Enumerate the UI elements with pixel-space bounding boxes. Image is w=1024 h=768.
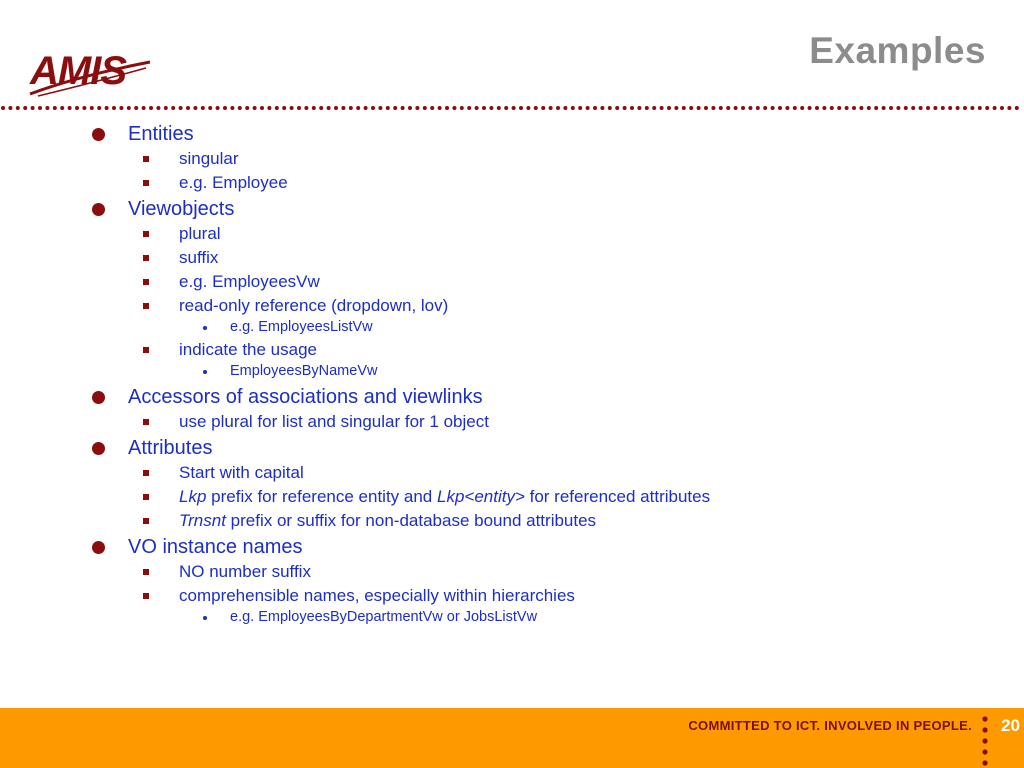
bullet-level2-icon <box>143 419 149 425</box>
bullet-text: singular <box>179 149 239 168</box>
page-title: Examples <box>809 30 986 71</box>
bullet-level3-icon <box>203 616 207 620</box>
bullet-item-level2 <box>179 273 320 290</box>
bullet-text: plural <box>179 224 221 243</box>
bullet-item-level3 <box>230 364 377 379</box>
bullet-text: for referenced attributes <box>524 487 711 506</box>
bullet-level2-icon <box>143 593 149 599</box>
bullet-item-level2 <box>179 563 311 580</box>
bullet-item-level2 <box>179 488 710 505</box>
bullet-text: Attributes <box>128 437 213 459</box>
bullet-level2-icon <box>143 303 149 309</box>
bullet-level2-icon <box>143 569 149 575</box>
bullet-level1-icon <box>92 203 105 216</box>
bullet-item-level2 <box>179 225 221 242</box>
footer-bar <box>0 708 1024 768</box>
bullet-level2-icon <box>143 156 149 162</box>
bullet-level2-icon <box>143 518 149 524</box>
page-number: 20 <box>1001 716 1020 735</box>
bullet-text: Viewobjects <box>128 198 235 220</box>
bullet-item-level2 <box>179 174 288 191</box>
bullet-text: Entities <box>128 123 194 145</box>
bullet-item-level1 <box>128 387 483 407</box>
bullet-level2-icon <box>143 279 149 285</box>
bullet-level2-icon <box>143 255 149 261</box>
logo-text: AMIS <box>30 49 126 93</box>
bullet-item-level1 <box>128 124 194 144</box>
bullet-item-level2 <box>179 249 218 266</box>
bullet-text: e.g. Employee <box>179 173 288 192</box>
footer-slogan: COMMITTED TO ICT. INVOLVED IN PEOPLE. <box>688 718 972 733</box>
bullet-text: comprehensible names, especially within hierarchies <box>179 586 575 605</box>
footer-dots <box>981 714 989 768</box>
bullet-level3-icon <box>203 370 207 374</box>
bullet-text: EmployeesByNameVw <box>230 363 378 379</box>
bullet-item-level1 <box>128 199 234 219</box>
bullet-item-level2 <box>179 150 239 167</box>
bullet-text: Lkp <box>179 487 207 506</box>
bullet-level2-icon <box>143 180 149 186</box>
bullet-text: Start with capital <box>179 463 304 482</box>
bullet-item-level2 <box>179 512 596 529</box>
bullet-item-level3 <box>230 320 373 335</box>
bullet-text: Lkp<entity> <box>436 487 525 506</box>
bullet-level3-icon <box>203 326 207 330</box>
bullet-level1-icon <box>92 442 105 455</box>
bullet-item-level2 <box>179 464 304 481</box>
bullet-level2-icon <box>143 494 149 500</box>
bullet-level1-icon <box>92 128 105 141</box>
bullet-text: e.g. EmployeesByDepartmentVw or JobsListVw <box>230 609 538 625</box>
bullet-text: suffix <box>179 248 219 267</box>
bullet-level2-icon <box>143 470 149 476</box>
bullet-text: e.g. EmployeesVw <box>179 272 320 291</box>
bullet-text: NO number suffix <box>179 562 311 581</box>
bullet-text: use plural for list and singular for 1 object <box>179 412 489 431</box>
bullet-level2-icon <box>143 347 149 353</box>
bullet-item-level1 <box>128 438 212 458</box>
bullet-text: Accessors of associations and viewlinks <box>128 386 483 408</box>
bullet-text: Trnsnt <box>179 511 226 530</box>
bullet-text: indicate the usage <box>179 340 317 359</box>
bullet-text: prefix or suffix for non-database bound attributes <box>225 511 597 530</box>
bullet-item-level2 <box>179 341 317 358</box>
bullet-level1-icon <box>92 541 105 554</box>
bullet-level1-icon <box>92 391 105 404</box>
bullet-item-level1 <box>128 537 303 557</box>
bullet-text: VO instance names <box>128 536 303 558</box>
bullet-level2-icon <box>143 231 149 237</box>
bullet-item-level2 <box>179 413 489 430</box>
dotted-divider <box>0 102 1024 114</box>
bullet-text: e.g. EmployeesListVw <box>230 319 373 335</box>
bullet-item-level2 <box>179 587 575 604</box>
bullet-text: prefix for reference entity and <box>206 487 437 506</box>
bullet-text: read-only reference (dropdown, lov) <box>179 296 449 315</box>
bullet-item-level3 <box>230 610 537 625</box>
amis-logo <box>28 44 154 100</box>
bullet-item-level2 <box>179 297 448 314</box>
